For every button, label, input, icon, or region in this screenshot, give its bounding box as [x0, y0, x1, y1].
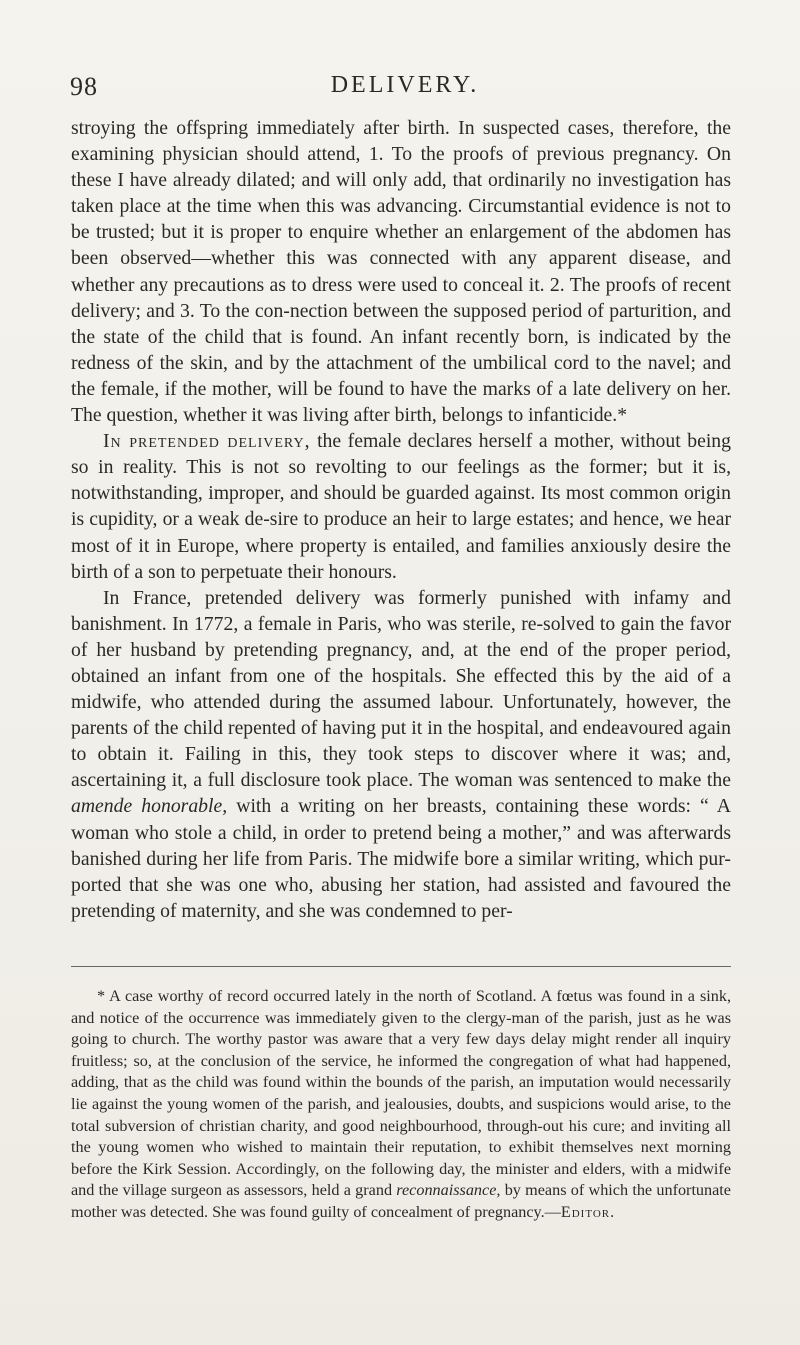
italic-phrase: amende honorable,: [71, 795, 228, 818]
footnote-body: by means of which the unfortunate mother was detected. She was found guilty of concealment of pregnancy.—: [71, 1181, 731, 1221]
paragraph-text: the female declares herself a mother, without being so in reality. This is not so revolting to our feelings as the former; but it is, notwithstanding, improper, and should be guarded against. Its most common origin is cupidity, or a weak de-sire to produce an heir to large estates; and hence, we hear most of it in Europe, where property is entailed, and families anxiously desire the birth of a son to perpetuate their honours.: [71, 430, 731, 583]
footnote-body: * A case worthy of record occurred lately in the north of Scotland. A fœtus was found in a sink, and notice of the occurrence was immediately given to the clergy-man of the parish, just as he was going to church. The worthy pastor was aware that a very few days delay might render all inquiry fruitless; so, at the conclusion of the service, he informed the congregation of what had happened, adding, that as the child was found within the bounds of the parish, an imputation would necessarily lie against the young women of the parish, and jealousies, doubts, and suspicions would arise, to the total subversion of christian charity, and good neighbourhood, through-out his cure; and inviting all the young women who wished to maintain their reputation, to exhibit themselves next morning before the Kirk Session. Accordingly, on the following day, the minister and elders, with a midwife and the village surgeon as assessors, held a grand: [71, 987, 731, 1200]
page-number: 98: [70, 72, 98, 101]
paragraph-suspected-cases: stroying the offspring immediately after birth. In suspected cases, therefore, the examining physician should attend, 1. To the proofs of previous pregnancy. On these I have already dilated; and will only add, that ordinarily no investigation has taken place at the time when this was advancing. Circumstantial evidence is not to be trusted; but it is proper to enquire whether an enlargement of the abdomen has been observed—whether this was connected with any apparent disease, and whether any precautions as to dress were used to conceal it. 2. The proofs of recent delivery; and 3. To the con-nection between the supposed period of parturition, and the state of the child that is found. An infant recently born, is indicated by the redness of the skin, and by the attachment of the umbilical cord to the navel; and the female, if the mother, will be found to have the marks of a late delivery on her. The question, whether it was living after birth, belongs to infanticide.*: [71, 117, 731, 427]
italic-phrase: reconnaissance,: [396, 1181, 501, 1200]
footnote-divider: [71, 966, 731, 967]
page-header: [70, 72, 740, 108]
paragraph-france: [71, 585, 731, 924]
running-head: DELIVERY.: [330, 72, 480, 98]
footnote-text: [71, 986, 731, 1224]
paragraph-text: In France, pretended delivery was formerly punished with infamy and banishment. In 1772, a female in Paris, who was sterile, re-solved to gain the favor of her husband by pretending pregnancy, and, at the end of the proper period, obtained an infant from one of the hospitals. She effected this by the aid of a midwife, who attended during the assumed labour. Unfortunately, however, the parents of the child repented of having put it in the hospital, and endeavoured again to obtain it. Failing in this, they took steps to discover where it was; and, ascertaining it, a full disclosure took place. The woman was sentenced to make the: [71, 586, 731, 792]
main-text: [71, 115, 731, 924]
paragraph-text: with a writing on her breasts, containing these words: “ A woman who stole a child, in order to pretend being a mother,” and was afterwards banished during her life from Paris. The midwife bore a similar writing, which pur-ported that she was one who, abusing her station, had assisted and favoured the pretending of maternity, and she was condemned to per-: [71, 795, 731, 922]
paragraph-pretended-delivery: [71, 428, 731, 585]
footnote-signature: Editor.: [560, 1202, 616, 1221]
footnote: [71, 986, 731, 1224]
section-lead-in: In pretended delivery,: [103, 430, 311, 453]
